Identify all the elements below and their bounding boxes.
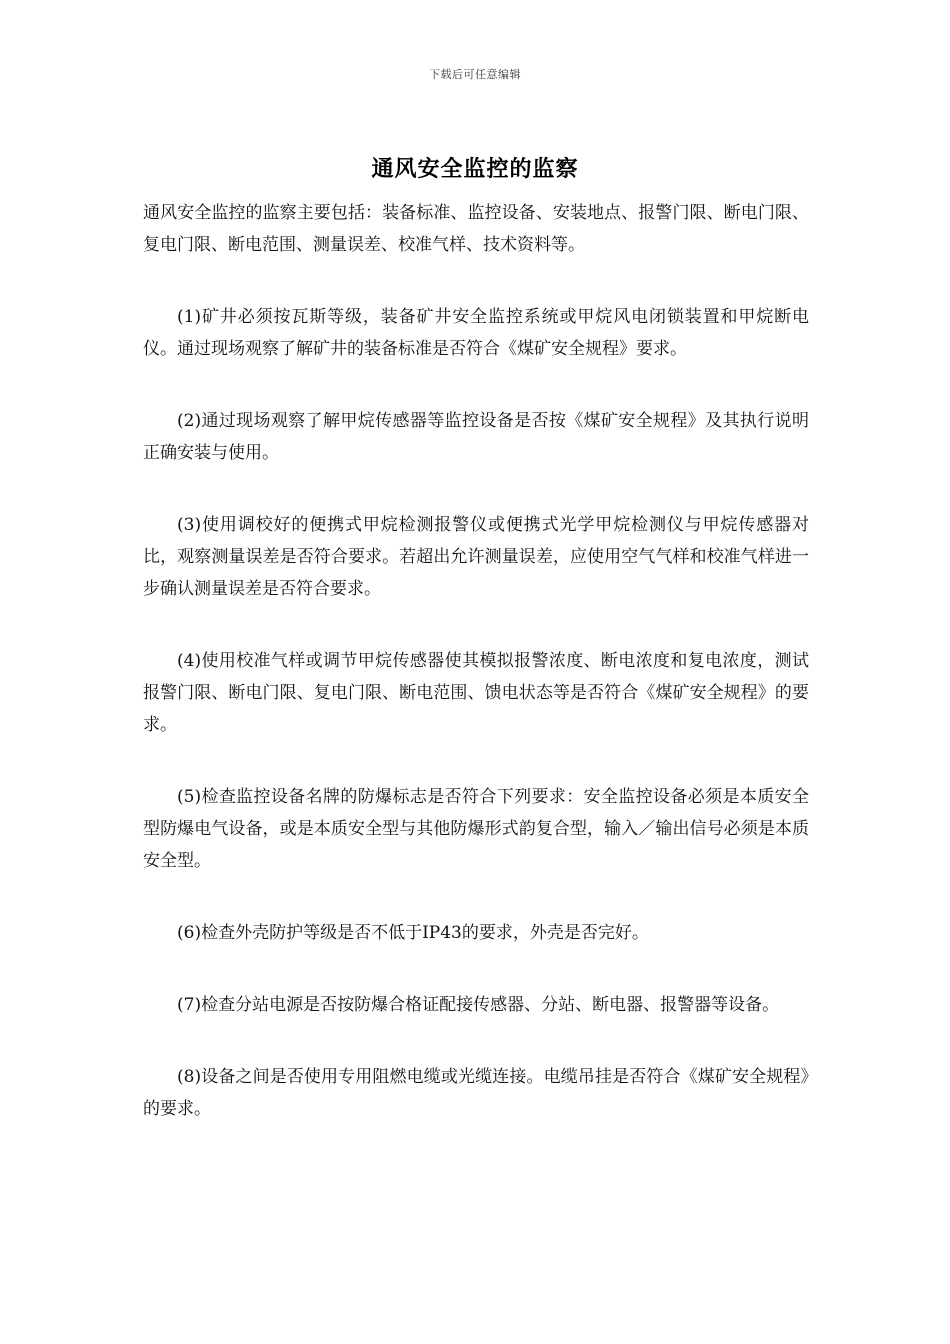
document-body [143,197,809,1165]
header-note: 下载后可任意编辑 [429,68,521,81]
item-paragraph-8: (8)设备之间是否使用专用阻燃电缆或光缆连接。电缆吊挂是否符合《煤矿安全规程》的要求。 [143,1067,809,1119]
item-paragraph-3: (3)使用调校好的便携式甲烷检测报警仪或便携式光学甲烷检测仪与甲烷传感器对比，观察测量误差是否符合要求。若超出允许测量误差，应使用空气气样和校准气样进一步确认测量误差是否符合要求。 [143,515,809,599]
item-paragraph-6: (6)检查外壳防护等级是否不低于IP43的要求，外壳是否完好。 [177,923,649,943]
item-paragraph-2: (2)通过现场观察了解甲烷传感器等监控设备是否按《煤矿安全规程》及其执行说明正确安装与使用。 [143,411,809,463]
item-paragraph-4: (4)使用校准气样或调节甲烷传感器使其模拟报警浓度、断电浓度和复电浓度，测试报警门限、断电门限、复电门限、断电范围、馈电状态等是否符合《煤矿安全规程》的要求。 [143,651,809,735]
item-paragraph-1: (1)矿井必须按瓦斯等级，装备矿井安全监控系统或甲烷风电闭锁装置和甲烷断电仪。通过现场观察了解矿井的装备标准是否符合《煤矿安全规程》要求。 [143,307,809,359]
document-title: 通风安全监控的监察 [371,157,579,182]
item-paragraph-7: (7)检查分站电源是否按防爆合格证配接传感器、分站、断电器、报警器等设备。 [177,995,780,1015]
intro-paragraph: 通风安全监控的监察主要包括：装备标准、监控设备、安装地点、报警门限、断电门限、复电门限、断电范围、测量误差、校准气样、技术资料等。 [143,203,809,255]
item-paragraph-5: (5)检查监控设备名牌的防爆标志是否符合下列要求：安全监控设备必须是本质安全型防爆电气设备，或是本质安全型与其他防爆形式韵复合型，输入／输出信号必须是本质安全型。 [143,787,809,871]
